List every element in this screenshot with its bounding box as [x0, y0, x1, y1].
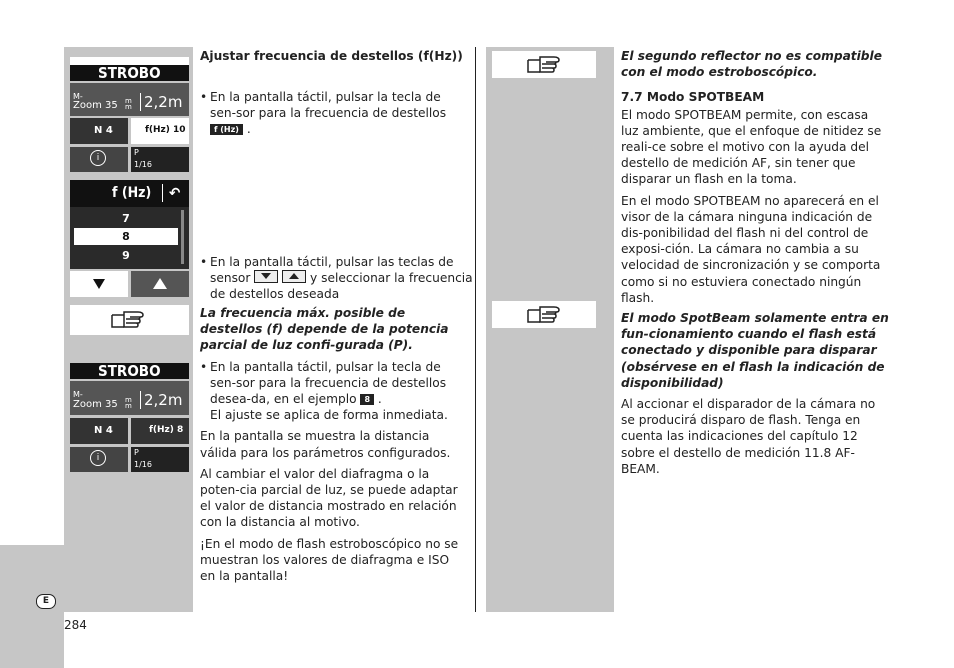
arrow-down-key-icon — [254, 270, 278, 283]
back-arrow-icon[interactable]: ↶ — [162, 184, 180, 202]
bullet-3-end: . — [377, 392, 382, 407]
bullet-1-end: . — [246, 122, 251, 137]
aperture-button[interactable] — [70, 118, 128, 144]
info-button[interactable] — [70, 447, 128, 472]
bullet-1-text: En la pantalla táctil, pulsar la tecla de sen-sor para la frecuencia de destellos — [210, 90, 447, 121]
screen-title-text: f (Hz) — [112, 185, 152, 201]
bullet-3-text: En la pantalla táctil, pulsar la tecla de sen-sor para la frecuencia de destellos desea-da, en el ejemplo — [210, 359, 447, 407]
power-value: 1/16 — [134, 160, 152, 169]
note-box — [492, 301, 596, 328]
power-button[interactable] — [131, 447, 189, 472]
power-button[interactable] — [131, 147, 189, 172]
bullet-2-text: En la pantalla táctil, pulsar las teclas de sensor — [210, 254, 454, 285]
note-frequency: La frecuencia máx. posible de destellos (f) depende de la potencia parcial de luz confi-gurada (P). — [200, 306, 449, 353]
bullet-2 — [200, 254, 476, 303]
distance-value: 2,2m — [140, 93, 182, 111]
bullet-3-line2: El ajuste se aplica de forma inmediata. — [210, 408, 448, 423]
power-value: 1/16 — [134, 460, 152, 469]
value-8-chip: 8 — [360, 394, 374, 405]
bullet-1 — [200, 89, 468, 138]
arrow-up-button[interactable] — [131, 271, 189, 297]
power-label: P — [134, 148, 139, 157]
bullet-2-text-end: y seleccionar la frecuencia de destellos deseada — [210, 270, 473, 302]
paragraph-adjust: Al cambiar el valor del diafragma o la poten-cia parcial de luz, se puede adaptar el valor de distancia mostrado en relación con la distancia al motivo. — [200, 466, 458, 530]
fhz-key-chip: f (Hz) — [210, 124, 243, 135]
mode-label: M- — [73, 92, 83, 101]
note-second-reflector: El segundo reflector no es compatible con el modo estroboscópico. — [621, 49, 882, 80]
left-tab — [0, 545, 64, 668]
aperture-label: N 4 — [94, 425, 113, 436]
mode-panel — [70, 381, 189, 415]
paragraph-spotbeam-2: En el modo SPOTBEAM no aparecerá en el visor de la cámara ninguna indicación de dis-ponibilidad del flash ni del control de exposi-ción. La cámara no cambia a su velocidad de sincronización y se comporta como si no estuviera conectado ningún flash. — [621, 193, 881, 305]
info-icon: i — [90, 150, 106, 166]
left-text-column — [200, 48, 468, 69]
note-box — [492, 51, 596, 78]
page-number: 284 — [64, 618, 87, 632]
list-item[interactable]: 9 — [122, 249, 130, 262]
paragraph-distance: En la pantalla se muestra la distancia válida para los parámetros configurados. — [200, 429, 451, 460]
unit-label: m m — [125, 97, 132, 111]
display-screen-1 — [70, 57, 189, 172]
bullet-3 — [200, 359, 462, 424]
arrow-up-icon — [153, 278, 167, 289]
right-sidebar — [486, 47, 614, 612]
paragraph-spotbeam-1: El modo SPOTBEAM permite, con escasa luz ambiente, que el enfoque de nitidez se reali-ce sobre el motivo con la ayuda del destello de medición AF, sin tener que disparar un flash en la toma. — [621, 107, 882, 187]
frequency-label: f(Hz) 8 — [149, 425, 184, 435]
aperture-button[interactable] — [70, 418, 128, 444]
hand-pointer-icon — [526, 304, 566, 326]
value-list — [70, 207, 189, 269]
paragraph-strobe-note: ¡En el modo de flash estroboscópico no se muestran los valores de diafragma e ISO en la pantalla! — [200, 536, 459, 584]
note-spotbeam: El modo SpotBeam solamente entra en fun-cionamiento cuando el flash está conectado y disponible para disparar (obsérvese en el flash la indicación de disponibilidad) — [621, 311, 889, 390]
column-divider — [475, 47, 476, 612]
power-label: P — [134, 448, 139, 457]
mode-panel — [70, 83, 189, 116]
list-item-selected[interactable]: 8 — [74, 228, 178, 245]
display-screen-3 — [70, 355, 189, 472]
frequency-button[interactable] — [131, 418, 189, 444]
arrow-up-key-icon — [282, 270, 306, 283]
screen-title-text: STROBO — [70, 65, 189, 81]
arrow-down-icon — [93, 279, 105, 289]
mode-label: M- — [73, 390, 83, 399]
scrollbar[interactable] — [181, 210, 184, 264]
info-icon: i — [90, 450, 106, 466]
arrow-down-button[interactable] — [70, 271, 128, 297]
info-button[interactable] — [70, 147, 128, 172]
language-badge: E — [36, 594, 56, 609]
section-heading: Ajustar frecuencia de destellos (f(Hz)) — [200, 49, 463, 63]
frequency-button[interactable] — [131, 118, 189, 144]
right-text-column — [621, 48, 889, 482]
screen-title — [70, 180, 189, 207]
note-box — [70, 305, 189, 335]
paragraph-spotbeam-3: Al accionar el disparador de la cámara no se producirá disparo de flash. Tenga en cuenta las indicaciones del capítulo 12 sobre el destello de medición 11.8 AF-BEAM. — [621, 397, 876, 476]
left-lower-text — [200, 305, 462, 589]
section-heading-spotbeam: 7.7 Modo SPOTBEAM — [621, 90, 765, 105]
hand-pointer-icon — [110, 309, 150, 331]
list-item[interactable]: 7 — [122, 212, 130, 225]
display-screen-2 — [70, 180, 189, 297]
zoom-label: Zoom 35 — [73, 100, 118, 111]
frequency-label: f(Hz) 10 — [145, 125, 186, 135]
distance-value: 2,2m — [140, 391, 182, 409]
aperture-label: N 4 — [94, 125, 113, 136]
unit-label: m m — [125, 396, 132, 410]
zoom-label: Zoom 35 — [73, 399, 118, 410]
hand-pointer-icon — [526, 54, 566, 76]
screen-title-text: STROBO — [70, 363, 189, 379]
